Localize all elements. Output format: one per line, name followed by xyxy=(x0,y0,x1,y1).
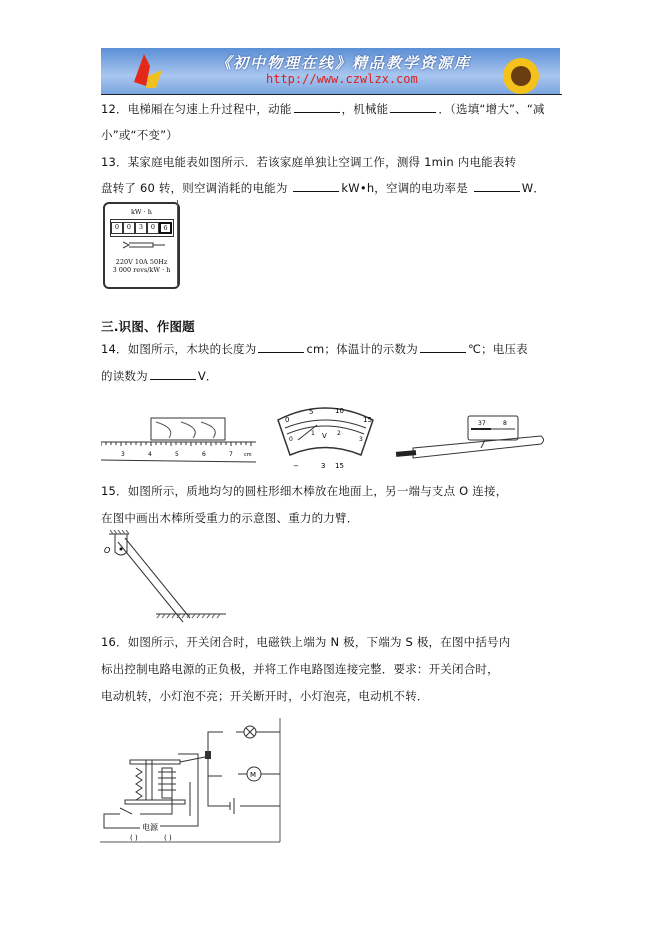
terminal-label: − xyxy=(293,462,299,470)
q16-line1: 16．如图所示，开关闭合时，电磁铁上端为 N 极，下端为 S 极，在图中括号内 xyxy=(101,635,511,649)
q14-text: ℃；电压表 xyxy=(467,342,528,356)
meter-disc-icon xyxy=(117,240,167,250)
terminal-label: 3 xyxy=(321,462,326,470)
polarity-bracket-left: ( ) xyxy=(130,834,138,842)
ruler-tick: 7 xyxy=(229,451,233,458)
q16-line3: 电动机转，小灯泡不亮；开关断开时，小灯泡亮，电动机不转． xyxy=(101,689,429,703)
banner-title: 《初中物理在线》精品教学资源库 xyxy=(216,54,472,72)
question-13 xyxy=(101,180,545,196)
question-12 xyxy=(101,101,545,117)
q14-text: 的读数为 xyxy=(101,369,148,383)
thermometer-label: 37 xyxy=(478,420,486,427)
scale-label: 1 xyxy=(311,430,315,437)
q12-line2: 小”或“不变”） xyxy=(101,128,178,142)
answer-blank xyxy=(474,180,520,192)
answer-blank xyxy=(390,101,436,113)
section-heading: 三.识图、作图题 xyxy=(101,319,195,334)
ruler-tick: 3 xyxy=(121,451,125,458)
banner-url: http://www.czwlzx.com xyxy=(266,72,418,86)
scale-label: 0 xyxy=(289,436,293,443)
ruler-tick: cm xyxy=(244,452,252,458)
ruler-tick: 5 xyxy=(175,451,179,458)
figure-border xyxy=(177,200,178,288)
q12-text: ．（选填“增大”、“减 xyxy=(438,102,545,116)
unit-label: V xyxy=(322,432,327,440)
question-14 xyxy=(101,341,528,357)
scale-label: 0 xyxy=(285,416,290,424)
header-divider xyxy=(101,94,562,95)
answer-blank xyxy=(294,101,340,113)
meter-unit: kW · h xyxy=(130,208,152,216)
q15-line2: 在图中画出木棒所受重力的示意图、重力的力臂． xyxy=(101,511,359,525)
ruler-tick: 4 xyxy=(148,451,152,458)
scale-label: 5 xyxy=(309,408,314,416)
thermometer-label: 8 xyxy=(503,420,507,427)
q13-line1: 13．某家庭电能表如图所示．若该家庭单独让空调工作，测得 1min 内电能表转 xyxy=(101,155,517,169)
q14-text: cm；体温计的示数为 xyxy=(306,342,418,356)
meter-counter xyxy=(110,219,174,237)
logo-icon xyxy=(126,52,166,92)
power-source-label: 电源 xyxy=(142,823,158,832)
q13-text: W． xyxy=(521,181,546,195)
voltmeter-figure xyxy=(273,400,383,470)
q14-line2 xyxy=(101,368,218,384)
answer-blank xyxy=(420,341,466,353)
meter-spec: 3 000 revs/kW · h xyxy=(112,266,171,274)
meter-digit: 0 xyxy=(111,222,123,234)
polarity-bracket-right: ( ) xyxy=(164,834,172,842)
sunflower-icon xyxy=(486,54,556,94)
q14-text: V． xyxy=(197,369,218,383)
scale-label: 3 xyxy=(359,436,363,443)
header-banner xyxy=(101,48,560,94)
pivot-label: O xyxy=(104,546,111,555)
electric-meter-figure xyxy=(103,202,180,289)
meter-digit: 3 xyxy=(135,222,147,234)
answer-blank xyxy=(258,341,304,353)
scale-label: 15 xyxy=(363,416,372,424)
meter-digit: 0 xyxy=(123,222,135,234)
q12-text: ，机械能 xyxy=(341,102,389,116)
ruler-tick: 6 xyxy=(202,451,206,458)
ruler-figure xyxy=(101,410,261,465)
answer-blank xyxy=(150,368,196,380)
q16-line2: 标出控制电路电源的正负极，并将工作电路图连接完整．要求：开关闭合时， xyxy=(101,662,499,676)
q14-text: 14．如图所示，木块的长度为 xyxy=(101,342,257,356)
scale-label: 10 xyxy=(335,407,344,415)
meter-spec: 220V 10A 50Hz xyxy=(115,258,168,266)
meter-digit: 6 xyxy=(159,222,172,234)
meter-digit: 0 xyxy=(147,222,159,234)
q13-text: kW•h，空调的电功率是 xyxy=(341,181,468,195)
q13-text: 盘转了 60 转，则空调消耗的电能为 xyxy=(101,181,288,195)
scale-label: 2 xyxy=(337,430,341,437)
q15-line1: 15．如图所示，质地均匀的圆柱形细木棒放在地面上，另一端与支点 O 连接， xyxy=(101,484,508,498)
motor-label: M xyxy=(250,771,257,779)
answer-blank xyxy=(293,180,339,192)
relay-circuit-figure xyxy=(100,718,282,844)
terminal-label: 15 xyxy=(335,462,344,470)
thermometer-figure xyxy=(393,412,548,462)
q12-text: 12．电梯厢在匀速上升过程中，动能 xyxy=(101,102,292,116)
lever-figure xyxy=(101,530,231,625)
